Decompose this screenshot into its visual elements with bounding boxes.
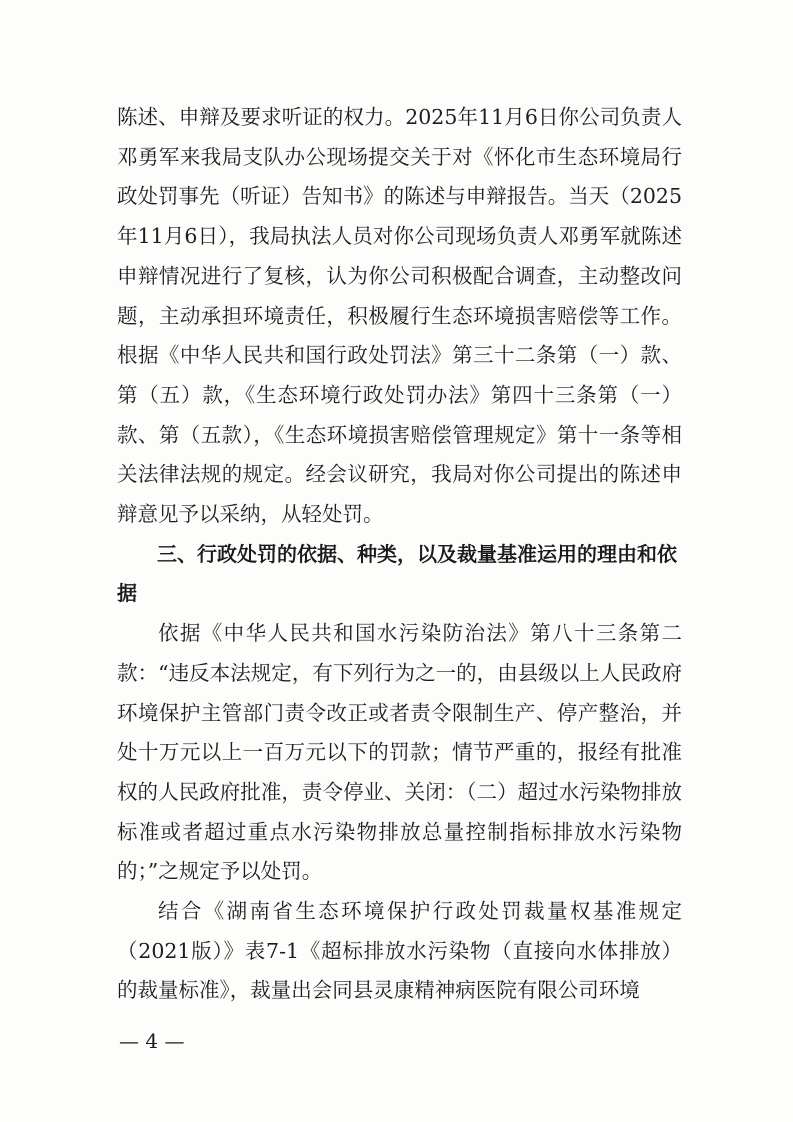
paragraph-discretion-standard: 结合《湖南省生态环境保护行政处罚裁量权基准规定（2021版）》表7-1《超标排放水污染物（直接向水体排放）的裁量标准》，裁量出会同县灵康精神病医院有限公司环境 xyxy=(117,899,682,1003)
page-number: — 4 — xyxy=(119,1029,185,1053)
section-heading: 三、行政处罚的依据、种类，以及裁量基准运用的理由和依据 xyxy=(117,541,677,606)
paragraph-continuation: 陈述、申辩及要求听证的权力。2025年11月6日你公司负责人邓勇军来我局支队办公现场提交关于对《怀化市生态环境局行政处罚事先（听证）告知书》的陈述与申辩报告。当天（2025年11月6日），我局执法人员对你公司现场负责人邓勇军就陈述申辩情况进行了复核，认为你公司积极配合调查，主动整改问题，主动承担环境责任，积极履行生态环境损害赔偿等工作。根据《中华人民共和国行政处罚法》第三十二条第（一）款、第（五）款，《生态环境行政处罚办法》第四十三条第（一）款、第（五款），《生态环境损害赔偿管理规定》第十一条等相关法律法规的规定。经会议研究，我局对你公司提出的陈述申辩意见予以采纳，从轻处罚。 xyxy=(117,105,682,527)
document-body xyxy=(117,98,682,1011)
paragraph-legal-basis: 依据《中华人民共和国水污染防治法》第八十三条第二款：“违反本法规定，有下列行为之一的，由县级以上人民政府环境保护主管部门责令改正或者责令限制生产、停产整治，并处十万元以上一百万元以下的罚款；情节严重的，报经有批准权的人民政府批准，责令停业、关闭：（二）超过水污染物排放标准或者超过重点水污染物排放总量控制指标排放水污染物的；”之规定予以处罚。 xyxy=(117,621,682,884)
